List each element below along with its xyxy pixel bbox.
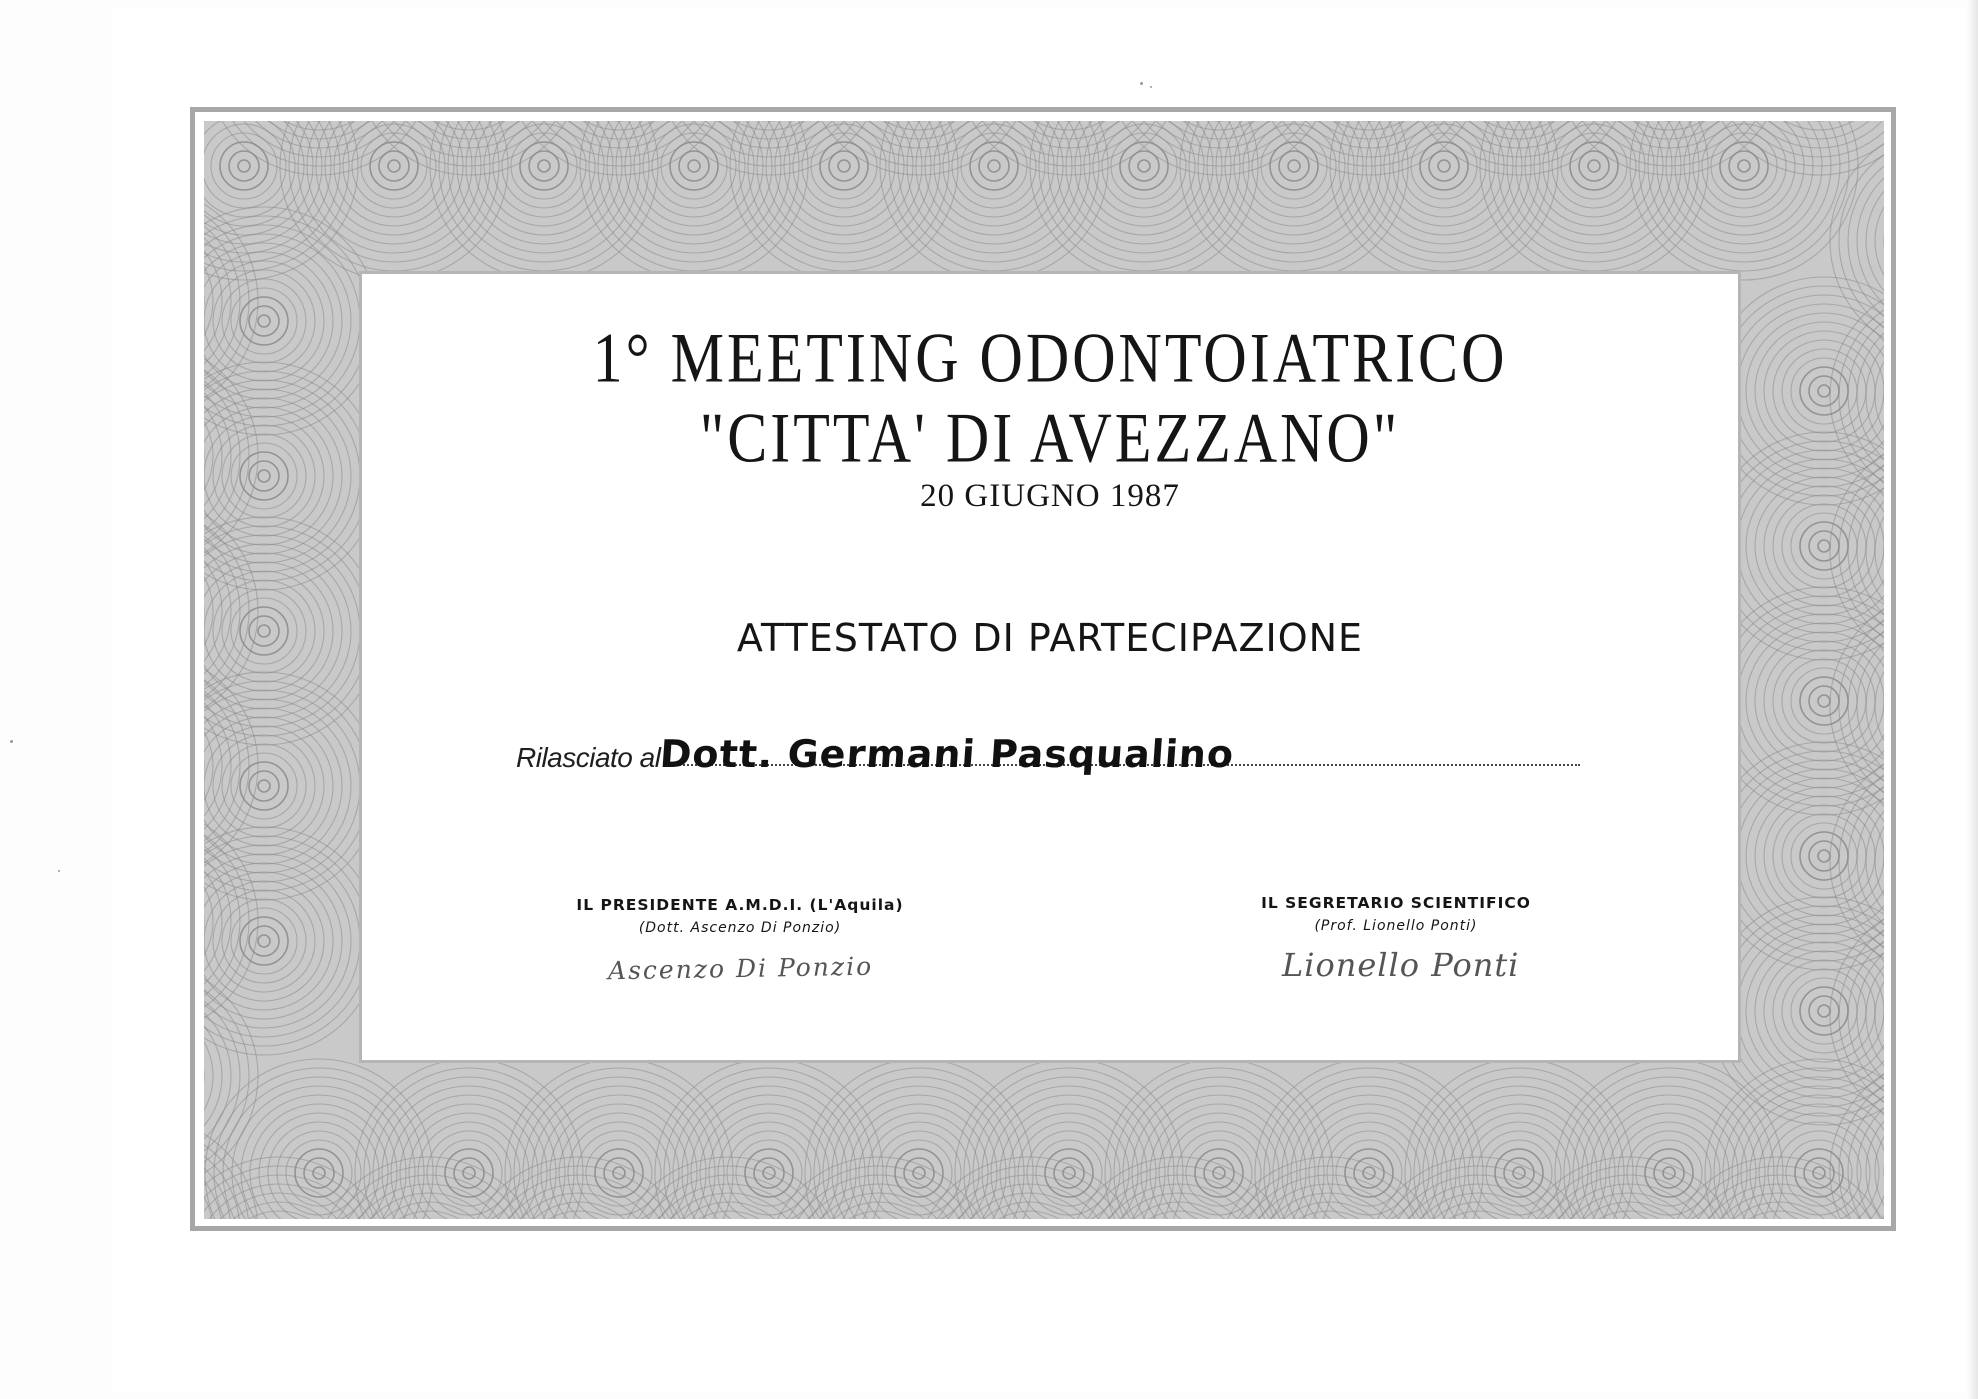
pattern-ring [1720,142,1768,190]
pattern-ring [1291,1095,1447,1219]
pattern-ring [838,160,850,172]
pattern-ring [595,1149,643,1197]
pattern-ring [286,1140,352,1206]
pattern-ring [586,1140,652,1206]
pattern-ring [439,121,649,271]
pattern-ring [436,1140,502,1206]
pattern-ring [1782,504,1866,588]
pattern-ring [361,133,427,199]
pattern-ring [231,598,297,664]
pattern-ring [1791,823,1857,889]
pattern-ring [313,1167,325,1179]
pattern-ring [1141,1095,1297,1219]
pattern-ring [841,1095,997,1219]
president-name: (Dott. Ascenzo Di Ponzio) [638,920,842,936]
pattern-ring [222,434,306,518]
certificate-heading: ATTESTATO DI PARTECIPAZIONE [736,616,1364,660]
pattern-ring [388,160,400,172]
pattern-ring [1795,1149,1843,1197]
pattern-ring [1809,841,1839,871]
pattern-ring [688,160,700,172]
pattern-ring [541,1095,697,1219]
pattern-ring [1270,142,1318,190]
pattern-ring [1809,996,1839,1026]
pattern-ring [1791,513,1857,579]
pattern-ring [1791,358,1857,424]
pattern-ring [970,142,1018,190]
pattern-ring [1207,121,1381,253]
pattern-ring [736,1140,802,1206]
pattern-ring [258,315,270,327]
pattern-ring [1857,1084,1884,1219]
pattern-ring [538,160,550,172]
pattern-ring [1818,385,1830,397]
pattern-ring [463,1167,475,1179]
pattern-ring [607,121,781,253]
pattern-ring [1036,1140,1102,1206]
pattern-ring [1818,1005,1830,1017]
recipient-handwritten-name: Dott. Germani Pasqualino [658,732,1236,776]
pattern-ring [1813,1167,1825,1179]
pattern-ring [1773,805,1875,907]
pattern-ring [370,142,418,190]
pattern-ring [1513,1167,1525,1179]
issued-to-row [516,728,1580,788]
pattern-ring [520,142,568,190]
secretary-name: (Prof. Lionello Ponti) [1314,918,1478,934]
pattern-ring [1746,468,1884,624]
pattern-ring [1791,978,1857,1044]
pattern-ring [1636,1140,1702,1206]
pattern-ring [961,133,1027,199]
pattern-ring [1570,142,1618,190]
pattern-ring [1138,160,1150,172]
pattern-ring [670,142,718,190]
pattern-ring [231,908,297,974]
pattern-ring [889,121,1099,271]
event-title-line-1: 1° MEETING ODONTOIATRICO [592,319,1508,398]
pattern-ring [988,160,1000,172]
pattern-ring [1639,121,1849,271]
pattern-ring [589,121,799,271]
scan-edge-shadow [1966,0,1978,1399]
pattern-ring [1336,1140,1402,1206]
pattern-ring [1818,540,1830,552]
pattern-ring [1186,1140,1252,1206]
pattern-ring [913,1167,925,1179]
pattern-ring [258,780,270,792]
pattern-ring [1213,1167,1225,1179]
pattern-ring [1818,850,1830,862]
pattern-ring [1738,160,1750,172]
pattern-ring [1818,695,1830,707]
pattern-ring [1782,659,1866,743]
pattern-ring [1746,313,1884,469]
pattern-ring [307,121,481,253]
pattern-ring [1746,933,1884,1089]
pattern-ring [886,1140,952,1206]
pattern-ring [1120,142,1168,190]
pattern-ring [1773,650,1875,752]
secretary-signature: Lionello Ponti [1282,946,1520,984]
pattern-ring [895,1149,943,1197]
pattern-ring [1195,1149,1243,1197]
pattern-ring [445,1149,493,1197]
pattern-ring [1773,495,1875,597]
pattern-ring [1039,121,1249,271]
pattern-ring [1773,960,1875,1062]
scan-speck [1150,86,1152,88]
pattern-ring [1782,814,1866,898]
scan-speck [1140,82,1143,85]
pattern-ring [691,1095,847,1219]
pattern-ring [1645,1149,1693,1197]
pattern-ring [1441,1095,1597,1219]
pattern-ring [1591,1095,1747,1219]
president-signature: Ascenzo Di Ponzio [607,951,874,986]
pattern-ring [1773,340,1875,442]
pattern-ring [661,133,727,199]
pattern-ring [613,1167,625,1179]
pattern-ring [1791,668,1857,734]
pattern-ring [745,1149,793,1197]
pattern-ring [1063,1167,1075,1179]
pattern-ring [222,899,306,983]
pattern-ring [511,133,577,199]
pattern-ring [1782,349,1866,433]
pattern-ring [231,288,297,354]
pattern-ring [258,935,270,947]
president-signature-block [540,896,940,936]
pattern-ring [1746,623,1884,779]
pattern-ring [220,142,268,190]
pattern-ring [222,744,306,828]
pattern-ring [238,160,250,172]
pattern-ring [1507,121,1681,253]
pattern-ring [1189,121,1399,271]
pattern-ring [1809,686,1839,716]
pattern-ring [231,753,297,819]
pattern-ring [1746,778,1884,934]
pattern-ring [222,589,306,673]
pattern-ring [1657,121,1831,253]
pattern-ring [231,443,297,509]
pattern-ring [1489,121,1699,271]
pattern-ring [811,133,877,199]
event-date: 20 GIUGNO 1987 [920,478,1180,514]
pattern-ring [1809,376,1839,406]
pattern-ring [1782,969,1866,1053]
scan-speck [10,740,13,743]
secretary-signature-block [1196,894,1596,934]
pattern-ring [1588,160,1600,172]
pattern-ring [1363,1167,1375,1179]
issued-label: Rilasciato al [516,742,661,773]
pattern-ring [289,121,499,271]
pattern-ring [907,121,1081,253]
pattern-ring [1261,133,1327,199]
pattern-ring [1495,1149,1543,1197]
pattern-ring [211,133,277,199]
pattern-ring [1663,1167,1675,1179]
pattern-ring [1438,160,1450,172]
pattern-ring [1339,121,1549,271]
pattern-ring [1411,133,1477,199]
pattern-ring [222,279,306,363]
pattern-ring [241,1095,397,1219]
pattern-ring [1045,1149,1093,1197]
pattern-ring [295,1149,343,1197]
pattern-ring [1288,160,1300,172]
pattern-ring [1809,531,1839,561]
pattern-ring [1420,142,1468,190]
pattern-ring [204,1153,222,1219]
pattern-ring [1561,133,1627,199]
pattern-ring [1057,121,1231,253]
secretary-role: IL SEGRETARIO SCIENTIFICO [1261,894,1531,912]
pattern-ring [1486,1140,1552,1206]
president-role: IL PRESIDENTE A.M.D.I. (L'Aquila) [576,896,904,914]
scan-speck [58,870,60,872]
pattern-ring [1111,133,1177,199]
pattern-ring [258,625,270,637]
pattern-ring [1711,133,1777,199]
pattern-ring [991,1095,1147,1219]
pattern-ring [457,121,631,253]
pattern-ring [820,142,868,190]
pattern-ring [739,121,949,271]
event-title-line-2: "CITTA' DI AVEZZANO" [699,399,1401,478]
pattern-ring [391,1095,547,1219]
pattern-ring [763,1167,775,1179]
pattern-ring [1357,121,1531,253]
pattern-ring [757,121,931,253]
pattern-ring [258,470,270,482]
pattern-ring [1345,1149,1393,1197]
